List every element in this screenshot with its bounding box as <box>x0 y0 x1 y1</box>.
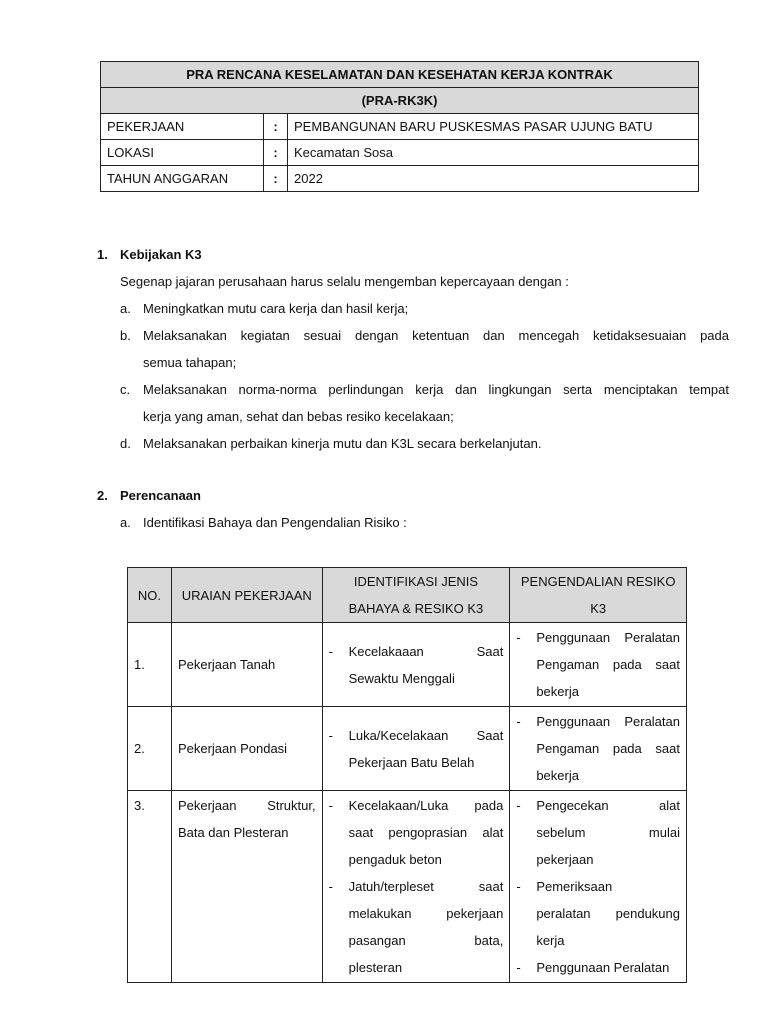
col-header-no: NO. <box>128 568 172 623</box>
section-heading: Perencanaan <box>120 488 201 503</box>
bullet-line: melakukan pekerjaan <box>348 906 504 921</box>
section-intro: Segenap jajaran perusahaan harus selalu mengemban kepercayaan dengan : <box>120 274 569 289</box>
bullet-line: - Kecelakaan/Luka pada <box>348 798 504 813</box>
bullet-line: Sewaktu Menggali <box>348 670 455 686</box>
list-label: a. <box>120 515 131 530</box>
bullet-line: - Penggunaan Peralatan <box>536 630 680 645</box>
bullet-line: - Kecelakaaan Saat <box>348 643 504 659</box>
list-text: Melaksanakan perbaikan kinerja mutu dan K3L secara berkelanjutan. <box>143 436 542 451</box>
cell-pengendalian <box>510 707 687 791</box>
bullet-line: pasangan bata, <box>348 933 504 948</box>
cell-no: 2. <box>128 707 172 791</box>
header-label: PEKERJAAN <box>101 114 264 140</box>
bullet-line: Pengaman pada saat <box>536 657 680 672</box>
col-header-line: IDENTIFIKASI JENIS <box>353 574 479 589</box>
list-label: a. <box>120 301 131 316</box>
cell-uraian: Pekerjaan Pondasi <box>171 707 322 791</box>
bullet-item <box>329 873 504 981</box>
bullet-item <box>516 792 680 873</box>
bullet-line: bekerja <box>536 684 579 699</box>
table-row <box>128 791 687 983</box>
bullet-line: Pekerjaan Batu Belah <box>348 754 475 770</box>
bullet-item <box>516 873 680 954</box>
header-row-lokasi <box>101 140 699 166</box>
bullet-line: saat pengoprasian alat <box>348 825 504 840</box>
bullet-line: - Pemeriksaan <box>536 879 613 894</box>
section-heading: Kebijakan K3 <box>120 247 202 262</box>
list-text: Identifikasi Bahaya dan Pengendalian Risiko : <box>143 515 407 530</box>
section-number: 2. <box>97 488 108 503</box>
col-header-uraian: URAIAN PEKERJAAN <box>171 568 322 623</box>
header-separator: : <box>264 114 288 140</box>
table-row <box>128 623 687 707</box>
document-title: PRA RENCANA KESELAMATAN DAN KESEHATAN KERJA KONTRAK <box>101 62 699 88</box>
header-separator: : <box>264 166 288 192</box>
cell-identifikasi <box>322 707 510 791</box>
list-text: Melaksanakan norma-norma perlindungan kerja dan lingkungan serta menciptakan tempat <box>143 382 729 397</box>
cell-pengendalian <box>510 791 687 983</box>
bullet-item <box>516 708 680 789</box>
list-text-cont: kerja yang aman, sehat dan bebas resiko kecelakaan; <box>143 409 454 424</box>
list-label: b. <box>120 328 131 343</box>
list-text-cont: semua tahapan; <box>143 355 237 370</box>
cell-uraian <box>171 791 322 983</box>
cell-pengendalian <box>510 623 687 707</box>
bullet-line: plesteran <box>348 960 403 975</box>
list-text: Melaksanakan kegiatan sesuai dengan ketentuan dan mencegah ketidaksesuaian pada <box>143 328 729 343</box>
bullet-item <box>329 638 504 692</box>
header-separator: : <box>264 140 288 166</box>
header-row-pekerjaan <box>101 114 699 140</box>
table-row <box>128 707 687 791</box>
bullet-item <box>516 624 680 705</box>
header-label: LOKASI <box>101 140 264 166</box>
bullet-line: pengaduk beton <box>348 852 442 867</box>
header-label: TAHUN ANGGARAN <box>101 166 264 192</box>
bullet-item <box>329 722 504 776</box>
col-header-line: K3 <box>590 601 607 616</box>
header-value: 2022 <box>288 166 699 192</box>
bullet-line: bekerja <box>536 768 579 783</box>
document-subtitle: (PRA-RK3K) <box>101 88 699 114</box>
bullet-item <box>329 792 504 873</box>
col-header-identifikasi <box>322 568 510 623</box>
cell-identifikasi <box>322 791 510 983</box>
risk-table-header <box>128 568 687 623</box>
section-number: 1. <box>97 247 108 262</box>
cell-line: Pekerjaan Struktur, <box>177 798 316 813</box>
cell-no: 3. <box>128 791 172 983</box>
risk-table <box>127 567 687 983</box>
bullet-line: sebelum mulai <box>536 825 680 840</box>
list-text: Meningkatkan mutu cara kerja dan hasil kerja; <box>143 301 409 316</box>
bullet-line: - Pengecekan alat <box>536 798 680 813</box>
header-table <box>100 61 699 192</box>
bullet-line: - Luka/Kecelakaan Saat <box>348 727 504 743</box>
cell-no: 1. <box>128 623 172 707</box>
cell-uraian: Pekerjaan Tanah <box>171 623 322 707</box>
list-label: c. <box>120 382 131 397</box>
col-header-line: BAHAYA & RESIKO K3 <box>348 601 484 616</box>
bullet-line: - Jatuh/terpleset saat <box>348 879 504 894</box>
cell-identifikasi <box>322 623 510 707</box>
bullet-line: kerja <box>536 933 565 948</box>
bullet-line: pekerjaan <box>536 852 594 867</box>
bullet-line: - Penggunaan Peralatan <box>536 714 680 729</box>
bullet-line: - Penggunaan Peralatan <box>536 960 670 975</box>
bullet-line: peralatan pendukung <box>536 906 680 921</box>
header-value: Kecamatan Sosa <box>288 140 699 166</box>
cell-line: Bata dan Plesteran <box>177 825 289 840</box>
col-header-pengendalian <box>510 568 687 623</box>
header-row-tahun <box>101 166 699 192</box>
col-header-line: PENGENDALIAN RESIKO <box>520 574 676 589</box>
header-value: PEMBANGUNAN BARU PUSKESMAS PASAR UJUNG BATU <box>288 114 699 140</box>
bullet-item <box>516 954 680 981</box>
list-label: d. <box>120 436 131 451</box>
bullet-line: Pengaman pada saat <box>536 741 680 756</box>
